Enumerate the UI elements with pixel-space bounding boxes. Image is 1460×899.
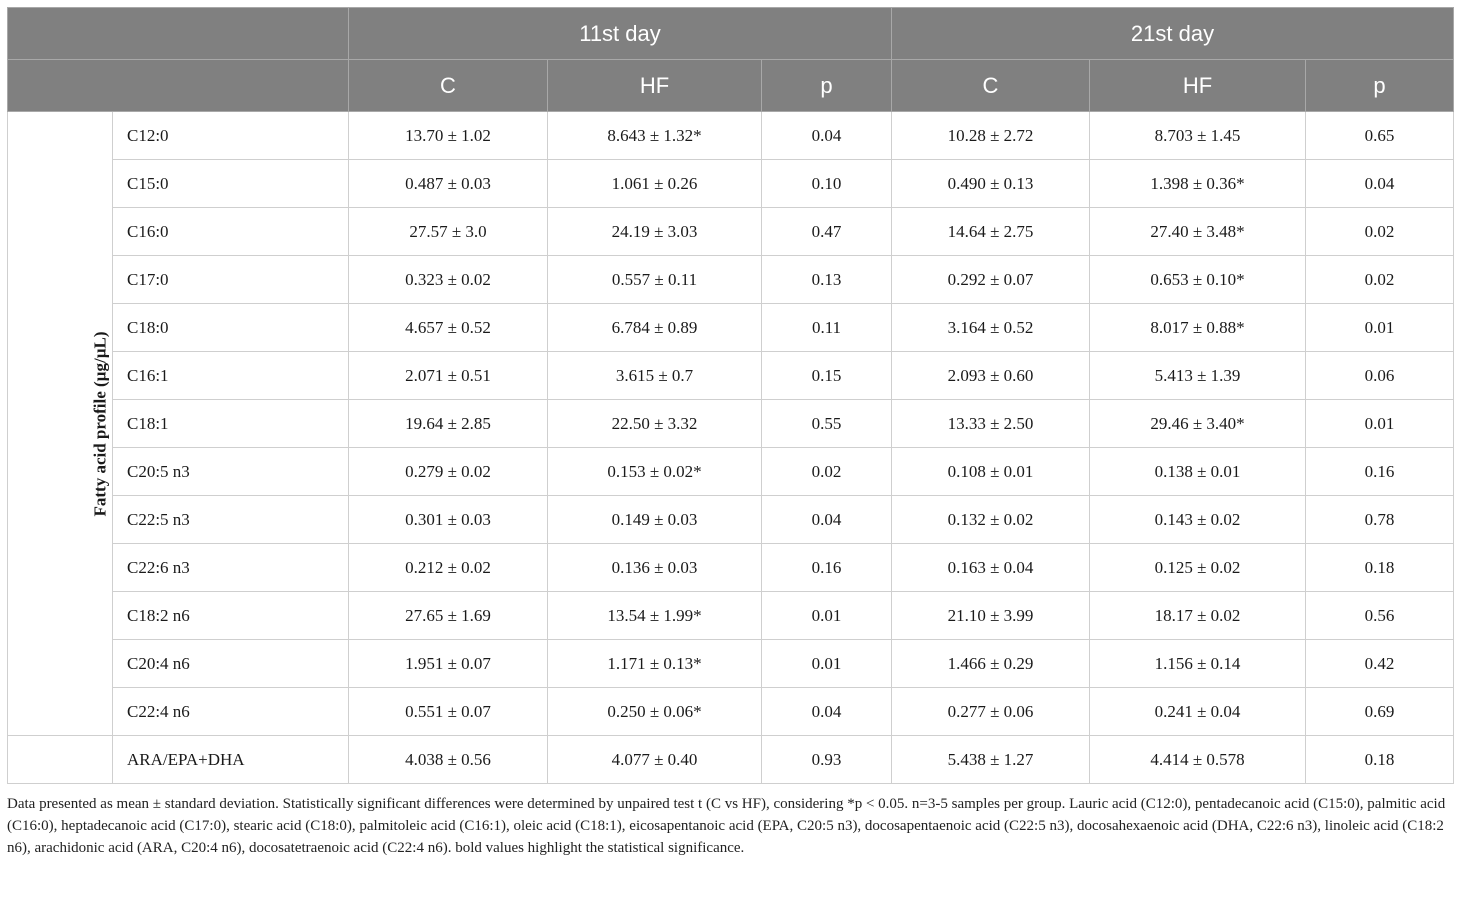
table-cell: 0.153 ± 0.02* — [548, 448, 762, 496]
table-cell: 4.414 ± 0.578 — [1090, 736, 1306, 784]
table-cell: 0.13 — [762, 256, 892, 304]
table-cell: 3.615 ± 0.7 — [548, 352, 762, 400]
table-cell: 27.40 ± 3.48* — [1090, 208, 1306, 256]
table-cell: 22.50 ± 3.32 — [548, 400, 762, 448]
table-cell: 0.01 — [1306, 304, 1454, 352]
table-row — [8, 640, 1454, 688]
table-cell: 0.108 ± 0.01 — [892, 448, 1090, 496]
row-label: C16:0 — [113, 208, 349, 256]
table-cell: 1.951 ± 0.07 — [349, 640, 548, 688]
header-row-groups — [8, 60, 1454, 112]
table-row — [8, 688, 1454, 736]
table-cell: 0.04 — [762, 688, 892, 736]
table-cell: 0.16 — [1306, 448, 1454, 496]
table-cell: 0.323 ± 0.02 — [349, 256, 548, 304]
table-cell: 27.57 ± 3.0 — [349, 208, 548, 256]
table-cell: 0.02 — [762, 448, 892, 496]
header-col-hf-day11: HF — [548, 60, 762, 112]
table-cell: 13.54 ± 1.99* — [548, 592, 762, 640]
table-cell: 4.077 ± 0.40 — [548, 736, 762, 784]
table-row — [8, 160, 1454, 208]
table-cell: 10.28 ± 2.72 — [892, 112, 1090, 160]
header-col-hf-day21: HF — [1090, 60, 1306, 112]
table-cell: 13.70 ± 1.02 — [349, 112, 548, 160]
row-label: ARA/EPA+DHA — [113, 736, 349, 784]
table-cell: 0.18 — [1306, 544, 1454, 592]
table-cell: 4.038 ± 0.56 — [349, 736, 548, 784]
table-row-ratio — [8, 736, 1454, 784]
table-cell: 0.18 — [1306, 736, 1454, 784]
table-cell: 0.143 ± 0.02 — [1090, 496, 1306, 544]
table-cell: 0.125 ± 0.02 — [1090, 544, 1306, 592]
header-corner — [8, 8, 349, 60]
header-corner-sub — [8, 60, 349, 112]
row-label: C22:5 n3 — [113, 496, 349, 544]
table-cell: 5.413 ± 1.39 — [1090, 352, 1306, 400]
table-row — [8, 400, 1454, 448]
table-cell: 0.56 — [1306, 592, 1454, 640]
table-row — [8, 208, 1454, 256]
row-label: C22:4 n6 — [113, 688, 349, 736]
table-cell: 0.301 ± 0.03 — [349, 496, 548, 544]
table-cell: 29.46 ± 3.40* — [1090, 400, 1306, 448]
row-label: C15:0 — [113, 160, 349, 208]
table-cell: 0.250 ± 0.06* — [548, 688, 762, 736]
table-cell: 0.292 ± 0.07 — [892, 256, 1090, 304]
row-group-cell — [8, 112, 113, 736]
row-group-label: Fatty acid profile (µg/µL) — [90, 331, 110, 516]
table-row — [8, 112, 1454, 160]
table-cell: 0.163 ± 0.04 — [892, 544, 1090, 592]
table-cell: 4.657 ± 0.52 — [349, 304, 548, 352]
table-cell: 1.398 ± 0.36* — [1090, 160, 1306, 208]
table-cell: 0.279 ± 0.02 — [349, 448, 548, 496]
table-cell: 2.093 ± 0.60 — [892, 352, 1090, 400]
table-cell: 0.551 ± 0.07 — [349, 688, 548, 736]
table-cell: 18.17 ± 0.02 — [1090, 592, 1306, 640]
table-cell: 0.653 ± 0.10* — [1090, 256, 1306, 304]
table-footnote: Data presented as mean ± standard deviation. Statistically significant differences were determined by unpaired test t (C vs HF), considering *p < 0.05. n=3-5 samples per group. Lauric acid (C12:0), pentadecanoic acid (C15:0), palmitic acid (C16:0), heptadecanoic acid (C17:0), stearic acid (C18:0), palmitoleic acid (C16:1), oleic acid (C18:1), eicosapentanoic acid (EPA, C20:5 n3), docosapentaenoic acid (C22:5 n3), docosahexaenoic acid (DHA, C22:6 n3), linoleic acid (C18:2 n6), arachidonic acid (ARA, C20:4 n6), docosatetraenoic acid (C22:4 n6). bold values highlight the statistical significance. — [7, 796, 1446, 856]
header-day-11: 11st day — [349, 8, 892, 60]
table-cell: 0.04 — [762, 496, 892, 544]
table-row — [8, 592, 1454, 640]
table-cell: 0.138 ± 0.01 — [1090, 448, 1306, 496]
table-container — [7, 7, 1453, 784]
table-cell: 5.438 ± 1.27 — [892, 736, 1090, 784]
table-cell: 0.93 — [762, 736, 892, 784]
table-row — [8, 304, 1454, 352]
table-cell: 0.11 — [762, 304, 892, 352]
table-cell: 0.277 ± 0.06 — [892, 688, 1090, 736]
table-cell: 0.557 ± 0.11 — [548, 256, 762, 304]
header-col-c-day21: C — [892, 60, 1090, 112]
row-label: C22:6 n3 — [113, 544, 349, 592]
table-cell: 21.10 ± 3.99 — [892, 592, 1090, 640]
table-body — [8, 112, 1454, 784]
table-row — [8, 448, 1454, 496]
table-cell: 19.64 ± 2.85 — [349, 400, 548, 448]
header-day-21: 21st day — [892, 8, 1454, 60]
table-cell: 0.10 — [762, 160, 892, 208]
row-label: C18:2 n6 — [113, 592, 349, 640]
row-label: C20:5 n3 — [113, 448, 349, 496]
table-cell: 0.42 — [1306, 640, 1454, 688]
header-col-c-day11: C — [349, 60, 548, 112]
table-cell: 0.15 — [762, 352, 892, 400]
table-cell: 24.19 ± 3.03 — [548, 208, 762, 256]
table-row — [8, 496, 1454, 544]
table-cell: 0.65 — [1306, 112, 1454, 160]
fatty-acid-table — [7, 7, 1454, 784]
table-row — [8, 352, 1454, 400]
table-cell: 0.01 — [1306, 400, 1454, 448]
table-cell: 0.149 ± 0.03 — [548, 496, 762, 544]
table-cell: 0.212 ± 0.02 — [349, 544, 548, 592]
table-cell: 0.55 — [762, 400, 892, 448]
table-cell: 1.171 ± 0.13* — [548, 640, 762, 688]
table-cell: 0.01 — [762, 592, 892, 640]
table-cell: 13.33 ± 2.50 — [892, 400, 1090, 448]
table-cell: 0.01 — [762, 640, 892, 688]
table-row — [8, 256, 1454, 304]
header-row-days — [8, 8, 1454, 60]
table-cell: 0.06 — [1306, 352, 1454, 400]
header-col-p-day21: p — [1306, 60, 1454, 112]
header-col-p-day11: p — [762, 60, 892, 112]
table-cell: 27.65 ± 1.69 — [349, 592, 548, 640]
table-cell: 0.02 — [1306, 208, 1454, 256]
table-header — [8, 8, 1454, 112]
table-cell: 6.784 ± 0.89 — [548, 304, 762, 352]
table-cell: 0.69 — [1306, 688, 1454, 736]
table-cell: 3.164 ± 0.52 — [892, 304, 1090, 352]
row-label: C12:0 — [113, 112, 349, 160]
row-label: C18:1 — [113, 400, 349, 448]
table-cell: 0.241 ± 0.04 — [1090, 688, 1306, 736]
table-cell: 0.487 ± 0.03 — [349, 160, 548, 208]
table-cell: 0.16 — [762, 544, 892, 592]
table-cell: 0.78 — [1306, 496, 1454, 544]
table-cell: 8.643 ± 1.32* — [548, 112, 762, 160]
ratio-group-cell — [8, 736, 113, 784]
table-cell: 0.136 ± 0.03 — [548, 544, 762, 592]
table-cell: 2.071 ± 0.51 — [349, 352, 548, 400]
table-cell: 0.04 — [1306, 160, 1454, 208]
row-label: C20:4 n6 — [113, 640, 349, 688]
table-cell: 14.64 ± 2.75 — [892, 208, 1090, 256]
table-row — [8, 544, 1454, 592]
table-cell: 8.017 ± 0.88* — [1090, 304, 1306, 352]
table-cell: 0.02 — [1306, 256, 1454, 304]
row-label: C17:0 — [113, 256, 349, 304]
table-cell: 8.703 ± 1.45 — [1090, 112, 1306, 160]
table-cell: 0.47 — [762, 208, 892, 256]
table-cell: 1.466 ± 0.29 — [892, 640, 1090, 688]
table-cell: 0.04 — [762, 112, 892, 160]
table-cell: 1.156 ± 0.14 — [1090, 640, 1306, 688]
row-label: C16:1 — [113, 352, 349, 400]
table-cell: 0.132 ± 0.02 — [892, 496, 1090, 544]
table-cell: 0.490 ± 0.13 — [892, 160, 1090, 208]
table-cell: 1.061 ± 0.26 — [548, 160, 762, 208]
row-label: C18:0 — [113, 304, 349, 352]
